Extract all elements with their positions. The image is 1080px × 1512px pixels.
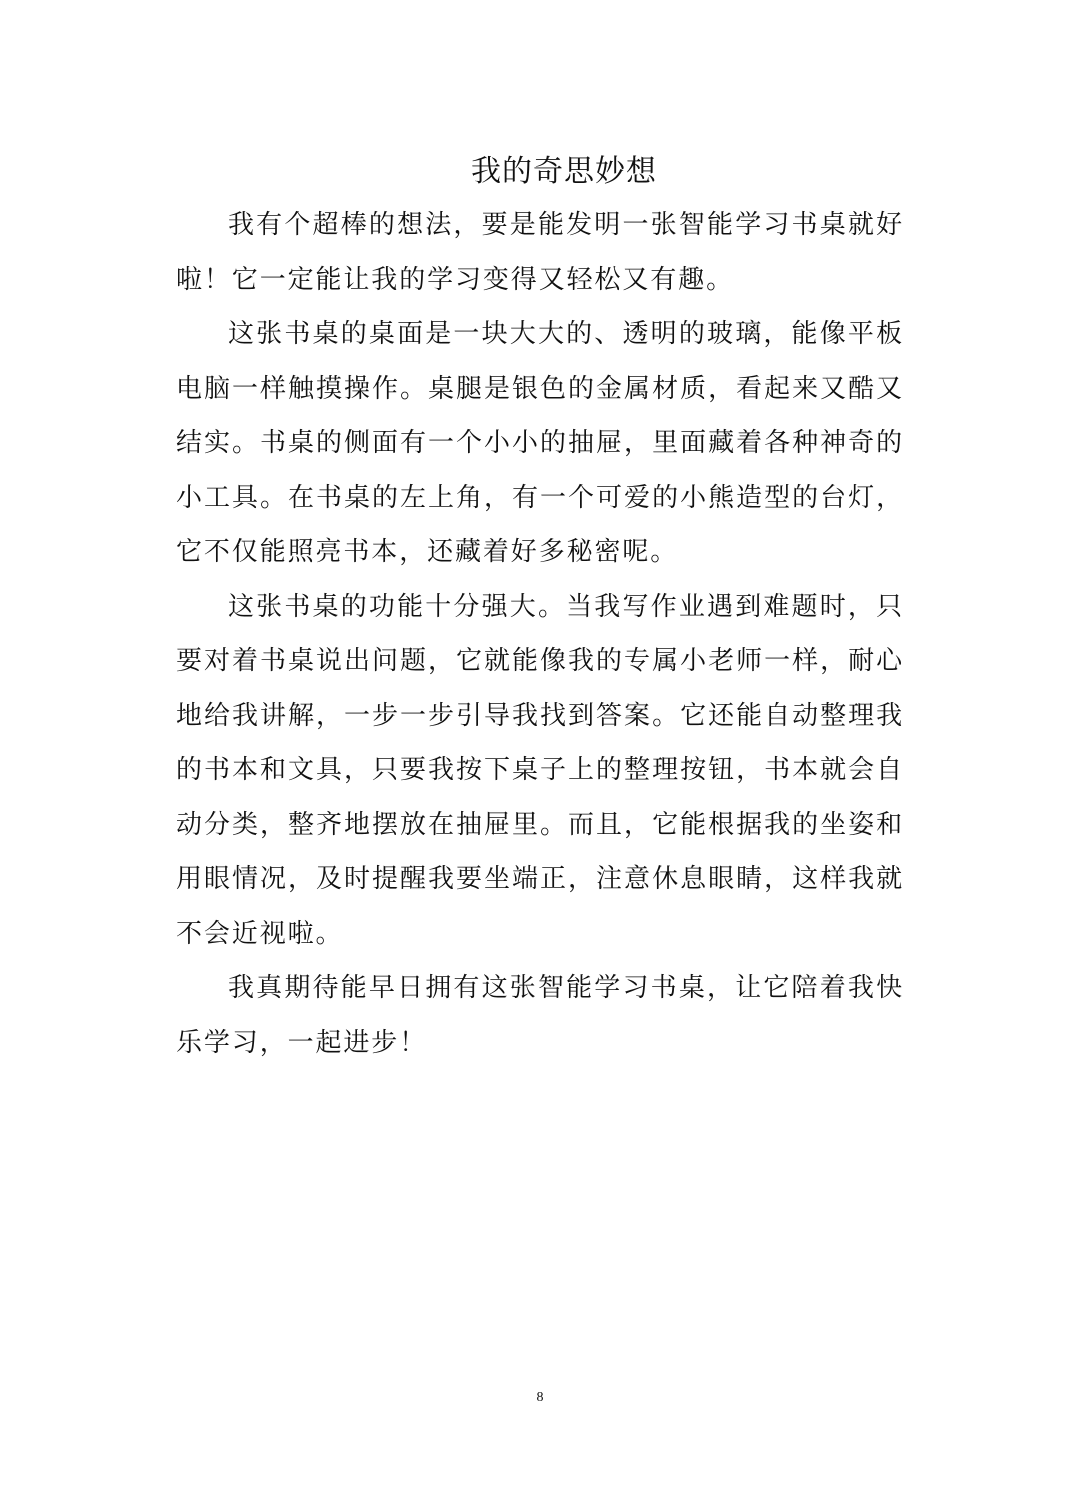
page-title: 我的奇思妙想 — [471, 154, 657, 189]
paragraph-1: 我有个超棒的想法，要是能发明一张智能学习书桌就好啦！它一定能让我的学习变得又轻松又有趣。 — [176, 210, 904, 295]
paragraph-3: 这张书桌的功能十分强大。当我写作业遇到难题时，只要对着书桌说出问题，它就能像我的专属小老师一样，耐心地给我讲解，一步一步引导我找到答案。它还能自动整理我的书本和文具，只要我按下桌子上的整理按钮，书本就会自动分类，整齐地摆放在抽屉里。而且，它能根据我的坐姿和用眼情况，及时提醒我要坐端正，注意休息眼睛，这样我就不会近视啦。 — [176, 591, 904, 949]
page-number: 8 — [536, 1390, 544, 1405]
essay-body — [176, 198, 904, 1070]
paragraph-2: 这张书桌的桌面是一块大大的、透明的玻璃，能像平板电脑一样触摸操作。桌腿是银色的金属材质，看起来又酷又结实。书桌的侧面有一个小小的抽屉，里面藏着各种神奇的小工具。在书桌的左上角，有一个可爱的小熊造型的台灯，它不仅能照亮书本，还藏着好多秘密呢。 — [176, 319, 904, 567]
paragraph-4: 我真期待能早日拥有这张智能学习书桌，让它陪着我快乐学习，一起进步！ — [176, 973, 904, 1058]
